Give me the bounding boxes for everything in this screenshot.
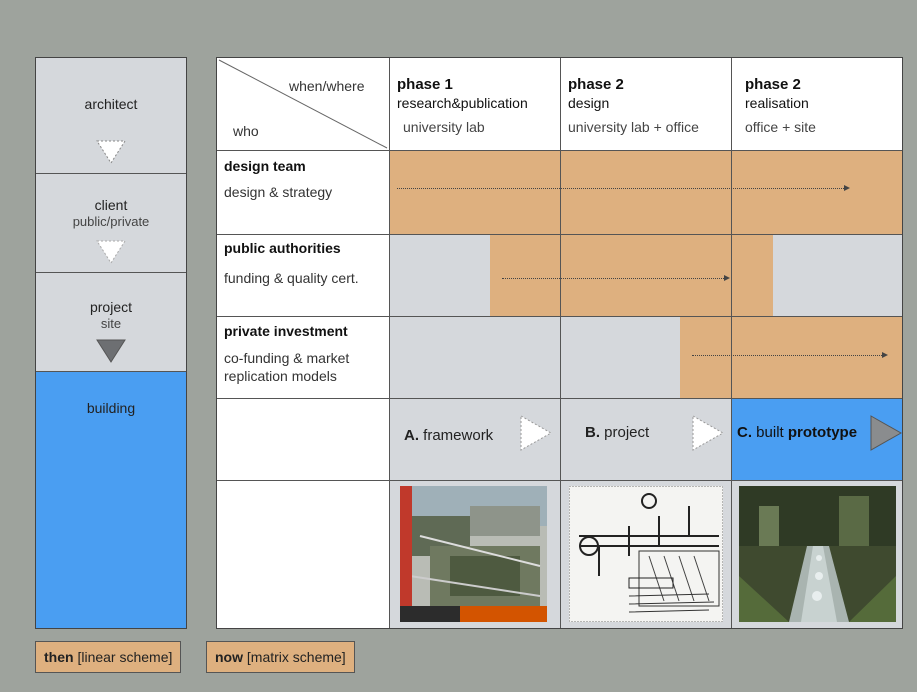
linear-step-building: [36, 372, 186, 628]
public-authorities-arrow: [502, 278, 724, 279]
row-header-private-investment: [224, 323, 349, 385]
design-team-band: [389, 150, 902, 234]
design-team-arrow: [397, 188, 844, 189]
white-triangle-down-icon: [96, 140, 126, 164]
private-investment-band: [680, 316, 902, 398]
private-investment-arrow: [692, 355, 882, 356]
row-subtitle: design & strategy: [224, 184, 333, 200]
grey-triangle-right-icon: [870, 415, 902, 451]
phase-subtitle: research&publication: [397, 95, 528, 111]
arrow-head-icon: [724, 275, 730, 281]
phase-location: university lab + office: [568, 119, 699, 135]
linear-step-client: [36, 174, 186, 273]
stage-c-label: [737, 424, 857, 441]
phase-title: phase 2: [745, 76, 801, 93]
white-triangle-right-icon: [692, 415, 724, 451]
row-header-public-authorities: [224, 240, 359, 287]
row-header-design-team: [224, 158, 332, 201]
built-prototype-photo: [739, 486, 896, 622]
stage-name: project: [604, 424, 650, 441]
row-subtitle: co-funding & market: [224, 350, 350, 366]
public-grey-cell: [389, 234, 490, 316]
step-subtitle: site: [100, 316, 122, 331]
linear-step-architect: [36, 58, 186, 174]
stage-name-bold: prototype: [787, 424, 858, 441]
phase-header-2: [568, 76, 699, 136]
matrix-scheme-table: [216, 57, 903, 629]
arrow-head-icon: [882, 352, 888, 358]
now-matrix-scheme-button[interactable]: [206, 641, 355, 673]
stage-name: framework: [423, 427, 494, 444]
framework-publication-image: [400, 486, 547, 622]
stage-letter: B.: [585, 424, 600, 441]
row-title: private investment: [224, 323, 348, 339]
then-linear-scheme-button[interactable]: [35, 641, 181, 673]
stage-letter: A.: [404, 427, 419, 444]
phase-header-1: [397, 76, 528, 136]
now-detail: [matrix scheme]: [246, 649, 346, 665]
step-title: architect: [84, 96, 138, 112]
phase-subtitle: design: [568, 95, 610, 111]
linear-step-project: [36, 273, 186, 372]
row-title: design team: [224, 158, 306, 174]
phase-title: phase 1: [397, 76, 453, 93]
step-title: client: [94, 197, 128, 213]
stage-name: built: [756, 424, 784, 441]
row-subtitle: replication models: [224, 368, 337, 384]
stage-a-label: [404, 427, 493, 444]
grey-triangle-down-icon: [96, 339, 126, 363]
phase-location: university lab: [403, 119, 485, 135]
phase-location: office + site: [745, 119, 816, 135]
step-title: project: [89, 299, 133, 315]
project-sketch-image: [569, 486, 723, 622]
step-title: building: [86, 400, 136, 416]
phase-header-3: [745, 76, 816, 136]
arrow-head-icon: [844, 185, 850, 191]
corner-who: who: [233, 123, 259, 139]
private-grey-cell: [389, 316, 680, 398]
white-triangle-down-icon: [96, 240, 126, 264]
stage-letter: C.: [737, 424, 752, 441]
then-keyword: then: [44, 649, 74, 665]
phase-subtitle: realisation: [745, 95, 809, 111]
row-subtitle: funding & quality cert.: [224, 270, 359, 286]
step-subtitle: public/private: [72, 214, 150, 229]
phase-title: phase 2: [568, 76, 624, 93]
linear-scheme-column: [35, 57, 187, 629]
stage-b-label: [585, 424, 649, 441]
now-keyword: now: [215, 649, 243, 665]
white-triangle-right-icon: [520, 415, 552, 451]
public-grey-cell: [773, 234, 902, 316]
then-detail: [linear scheme]: [77, 649, 173, 665]
row-title: public authorities: [224, 240, 341, 256]
corner-when-where: when/where: [289, 78, 365, 94]
